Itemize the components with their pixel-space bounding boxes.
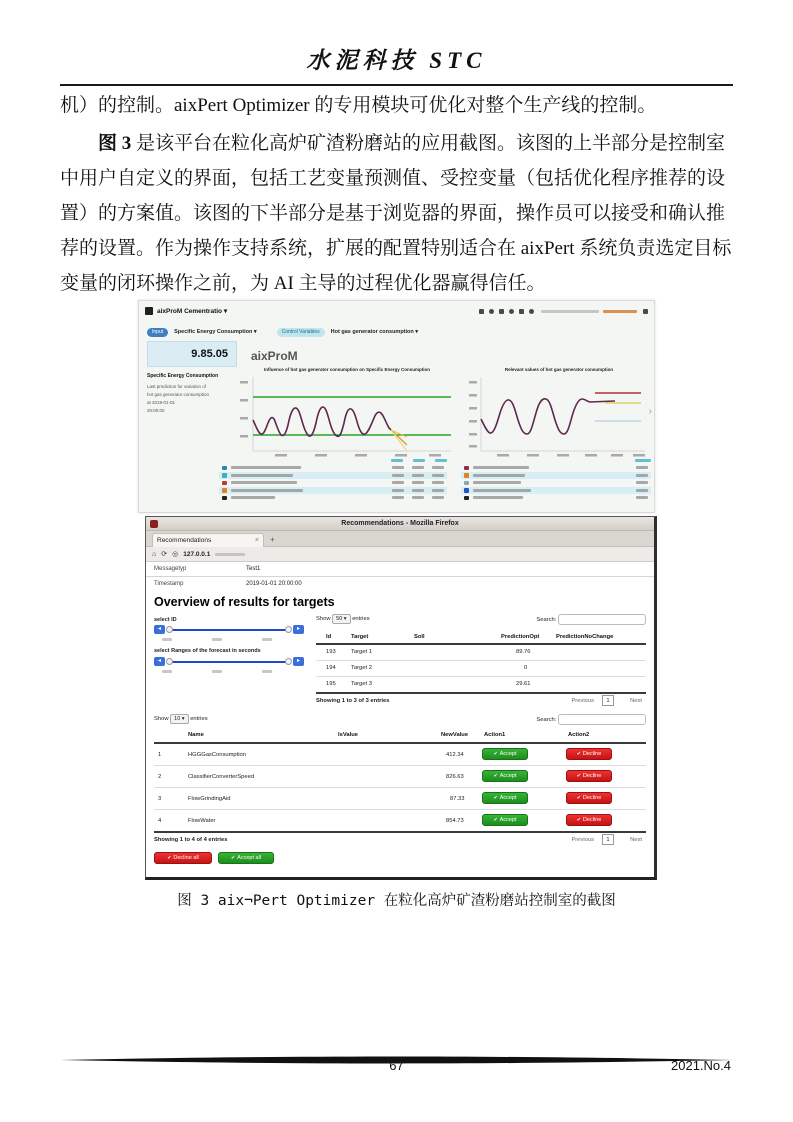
slider-left-button[interactable]: ◂ — [154, 657, 165, 666]
paragraph-line: 荐的设置。作为操作支持系统，扩展的配置特别适合在 aixPert 系统负责选定目标 — [60, 238, 732, 259]
new-value: 412.34 — [446, 752, 464, 758]
home-icon[interactable]: ⌂ — [152, 550, 157, 558]
timestamp-value: 2019-01-01 20:00:00 — [246, 581, 302, 587]
toolbar-icon[interactable] — [499, 309, 504, 314]
influence-chart-plot — [237, 373, 457, 459]
show-entries-select[interactable]: 50 ▾ — [332, 614, 350, 624]
illegible-toolbar-text — [541, 310, 599, 313]
slider-handle[interactable] — [285, 658, 292, 665]
previous-button[interactable]: Previous — [571, 698, 594, 704]
refresh-icon[interactable]: ⟳ — [161, 551, 168, 558]
slider-track[interactable] — [168, 661, 290, 663]
variable-name: HGGGasConsumption — [188, 752, 246, 758]
entries-label: entries — [190, 716, 208, 722]
check-icon: ✔ — [576, 751, 581, 757]
cell-id: 194 — [326, 665, 336, 671]
figure-ref-bold: 图 3 — [98, 133, 132, 154]
decline-button[interactable]: ✔ Decline — [566, 770, 612, 782]
page-number-button[interactable]: 1 — [602, 834, 614, 845]
page-number: 67 — [389, 1058, 404, 1073]
new-value: 87.33 — [450, 796, 465, 802]
sidebar-title: Specific Energy Consumption — [147, 373, 219, 379]
cell-predictionopt: 29.61 — [516, 681, 531, 687]
sidebar-text: hot gas generator consumption — [147, 392, 210, 397]
next-button[interactable]: Next — [630, 837, 642, 843]
paragraph-line: 中用户自定义的界面，包括工艺变量预测值、受控变量（包括优化程序推荐的设 — [60, 168, 726, 189]
accept-button[interactable]: ✔ Accept — [482, 748, 528, 760]
aixprom-brand: aixProM — [251, 349, 298, 363]
toolbar-icon[interactable] — [643, 309, 648, 314]
cell-target: Target 2 — [351, 665, 372, 671]
slider-tick-labels — [162, 638, 272, 641]
select-range-slider[interactable] — [154, 657, 304, 667]
slider-left-button[interactable]: ◂ — [154, 625, 165, 634]
left-chart-legend — [219, 459, 447, 509]
legend-row[interactable] — [461, 472, 651, 480]
control-variables-pill[interactable]: Control Variables — [277, 328, 325, 337]
accept-button[interactable]: ✔ Accept — [482, 814, 528, 826]
influence-chart-title: Influence of hot gas generator consumption on Specific Energy Consumption — [263, 367, 430, 372]
app-logo-icon — [145, 307, 153, 315]
col-soll[interactable]: Soll — [414, 634, 425, 640]
slider-handle[interactable] — [285, 626, 292, 633]
slider-right-button[interactable]: ▸ — [293, 657, 304, 666]
sidebar-text: Last prediction for variation of — [147, 384, 207, 389]
relevant-values-plot — [467, 373, 651, 459]
variable-name: FlowWater — [188, 818, 216, 824]
col-id[interactable]: Id — [326, 634, 332, 640]
search-label: Search: — [536, 717, 557, 724]
slider-right-button[interactable]: ▸ — [293, 625, 304, 634]
show-label: Show — [316, 616, 331, 622]
right-chart-legend — [461, 459, 651, 509]
toolbar-icon[interactable] — [519, 309, 524, 314]
search-label: Search: — [536, 617, 557, 624]
check-icon: ✔ — [576, 773, 581, 779]
tab-title: Recommendations — [157, 537, 212, 544]
check-icon: ✔ — [230, 855, 236, 861]
row-number: 2 — [158, 774, 162, 780]
table1-bottom-rule — [316, 692, 646, 694]
check-icon: ✔ — [493, 751, 498, 757]
row-divider — [154, 765, 646, 766]
paragraph-line: 置）的方案值。该图的下半部分是基于浏览器的界面，操作员可以接受和确认推 — [60, 203, 726, 224]
tab-recommendations[interactable] — [152, 533, 264, 547]
previous-button[interactable]: Previous — [571, 837, 594, 843]
cell-id: 193 — [326, 649, 336, 655]
new-value: 826.63 — [446, 774, 464, 780]
select-id-slider[interactable] — [154, 625, 304, 635]
app-title[interactable]: aixProM Cementratio ▾ — [157, 308, 228, 315]
timestamp-label: Timestamp — [154, 581, 184, 587]
table1-length-control — [316, 614, 370, 624]
entries-label: entries — [352, 616, 370, 622]
row-divider — [316, 660, 646, 661]
col-predictionnochange[interactable]: PredictionNoChange — [556, 634, 614, 640]
figure-caption: 图 3 aix¬Pert Optimizer 在粒化高炉矿渣粉磨站控制室的截图 — [177, 893, 616, 909]
legend-row[interactable] — [461, 479, 651, 487]
dashboard-sidebar — [147, 373, 231, 413]
legend-column-headers — [219, 459, 447, 462]
page-number-button[interactable]: 1 — [602, 695, 614, 706]
divider — [146, 576, 654, 577]
dashboard-topbar — [145, 305, 648, 317]
legend-row[interactable] — [219, 464, 447, 472]
table2-length-control — [154, 714, 208, 724]
row-divider — [316, 676, 646, 677]
table2-bottom-rule — [154, 831, 646, 833]
cell-target: Target 3 — [351, 681, 372, 687]
new-value: 854.73 — [446, 818, 464, 824]
search-input[interactable] — [558, 614, 646, 625]
relevant-values-chart-title: Relevant values of hot gas generator consumption — [504, 367, 614, 372]
decline-button[interactable]: ✔ Decline — [566, 814, 612, 826]
slider-tick-labels — [162, 670, 272, 673]
legend-row[interactable] — [219, 479, 447, 487]
decline-button[interactable]: ✔ Decline — [566, 792, 612, 804]
legend-row[interactable] — [461, 494, 651, 502]
window-titlebar[interactable] — [146, 517, 654, 531]
decline-button[interactable]: ✔ Decline — [566, 748, 612, 760]
accept-button[interactable]: ✔ Accept — [482, 792, 528, 804]
accept-all-button[interactable]: ✔ Accept all — [218, 852, 274, 864]
page-heading: Overview of results for targets — [154, 595, 335, 609]
variable-tag-row — [147, 327, 418, 337]
tab-bar — [146, 531, 654, 547]
slider-handle[interactable] — [166, 626, 173, 633]
variable-name: FlowGrindingAid — [188, 796, 231, 802]
table1-info: Showing 1 to 3 of 3 entries — [316, 698, 390, 704]
col-action1[interactable]: Action1 — [484, 732, 506, 738]
body-text-line: 机）的控制。aixPert Optimizer 的专用模块可优化对整个生产线的控制。 — [60, 95, 657, 116]
cell-target: Target 1 — [351, 649, 372, 655]
check-icon: ✔ — [493, 795, 498, 801]
cell-id: 195 — [326, 681, 336, 687]
sidebar-text: 20:00:00 — [147, 408, 165, 413]
page-content — [146, 562, 654, 877]
col-newvalue[interactable]: NewValue — [441, 732, 469, 738]
header-rule — [60, 84, 733, 86]
col-isvalue[interactable]: IsValue — [338, 732, 358, 738]
close-tab-icon[interactable]: × — [254, 537, 259, 544]
legend-column-headers — [461, 459, 651, 462]
table2-search-control — [536, 714, 646, 725]
toolbar-icon[interactable] — [509, 309, 514, 314]
row-divider — [154, 809, 646, 810]
check-icon: ✔ — [576, 817, 581, 823]
messagetyp-label: Messagetyp — [154, 566, 187, 572]
row-divider — [154, 787, 646, 788]
clock-value-box: 9.85.05 — [147, 341, 237, 367]
col-name[interactable]: Name — [188, 732, 204, 738]
slider-track[interactable] — [168, 629, 290, 632]
legend-row[interactable] — [219, 472, 447, 480]
select-id-label: select ID — [154, 617, 177, 623]
new-tab-button[interactable]: + — [270, 535, 275, 544]
relevant-values-chart — [467, 367, 651, 464]
illegible-link-text[interactable] — [603, 310, 637, 313]
issue-number: 2021.No.4 — [671, 1058, 731, 1073]
input-pill[interactable]: Input — [147, 328, 168, 337]
journal-title: 水泥科技 STC — [306, 48, 487, 73]
toolbar-icon[interactable] — [529, 309, 534, 314]
check-icon: ✔ — [576, 795, 581, 801]
body-paragraph — [60, 126, 740, 301]
col-target[interactable]: Target — [351, 634, 369, 640]
col-predictionopt[interactable]: PredictionOpt — [501, 634, 540, 640]
decline-all-button[interactable]: ✔ Decline all — [154, 852, 212, 864]
cell-predictionopt: 0 — [524, 665, 528, 671]
window-title: Recommendations - Mozilla Firefox — [341, 520, 459, 527]
search-input[interactable] — [558, 714, 646, 725]
row-number: 4 — [158, 818, 162, 824]
row-number: 3 — [158, 796, 162, 802]
select-range-label: select Ranges of the forecast in seconds — [154, 648, 261, 654]
table1-search-control — [536, 614, 646, 625]
legend-row[interactable] — [219, 494, 447, 502]
input-variable-label[interactable]: Specific Energy Consumption ▾ — [174, 329, 257, 335]
check-icon: ✔ — [167, 855, 172, 861]
slider-handle[interactable] — [166, 658, 173, 665]
paragraph-text: 是该平台在粒化高炉矿渣粉磨站的应用截图。该图的上半部分是控制室 — [131, 133, 726, 154]
control-variable-label[interactable]: Hot gas generator consumption ▾ — [330, 329, 419, 335]
check-icon: ✔ — [493, 773, 498, 779]
table2-info: Showing 1 to 4 of 4 entries — [154, 837, 228, 843]
table1-header-rule — [316, 643, 646, 645]
paragraph-line — [60, 126, 740, 161]
dashboard-screenshot — [138, 300, 655, 513]
col-action2[interactable]: Action2 — [568, 732, 590, 738]
row-number: 1 — [158, 752, 162, 758]
illegible-url-rest — [215, 553, 245, 556]
accept-button[interactable]: ✔ Accept — [482, 770, 528, 782]
cell-predictionopt: 89.76 — [516, 649, 531, 655]
chevron-right-icon[interactable]: › — [648, 406, 652, 417]
url-field[interactable]: 127.0.0.1 — [183, 550, 211, 558]
legend-row[interactable] — [219, 487, 447, 495]
messagetyp-value: Test1 — [246, 566, 261, 572]
table2-header-rule — [154, 742, 646, 744]
sidebar-text: at 2019-01-01 — [147, 400, 176, 405]
next-button[interactable]: Next — [630, 698, 642, 704]
site-identity-icon: ◎ — [172, 551, 179, 558]
influence-chart — [237, 367, 457, 464]
show-label: Show — [154, 716, 169, 722]
legend-row[interactable] — [461, 464, 651, 472]
paragraph-line: 变量的闭环操作之前，为 AI 主导的过程优化器赢得信任。 — [60, 273, 546, 294]
toolbar-icon[interactable] — [489, 309, 494, 314]
variable-name: ClassifierConverterSpeed — [188, 774, 255, 780]
show-entries-select[interactable]: 10 ▾ — [170, 714, 188, 724]
navigation-bar — [146, 547, 654, 562]
check-icon: ✔ — [493, 817, 498, 823]
legend-row[interactable] — [461, 487, 651, 495]
toolbar-icon[interactable] — [479, 309, 484, 314]
browser-screenshot — [145, 516, 657, 880]
